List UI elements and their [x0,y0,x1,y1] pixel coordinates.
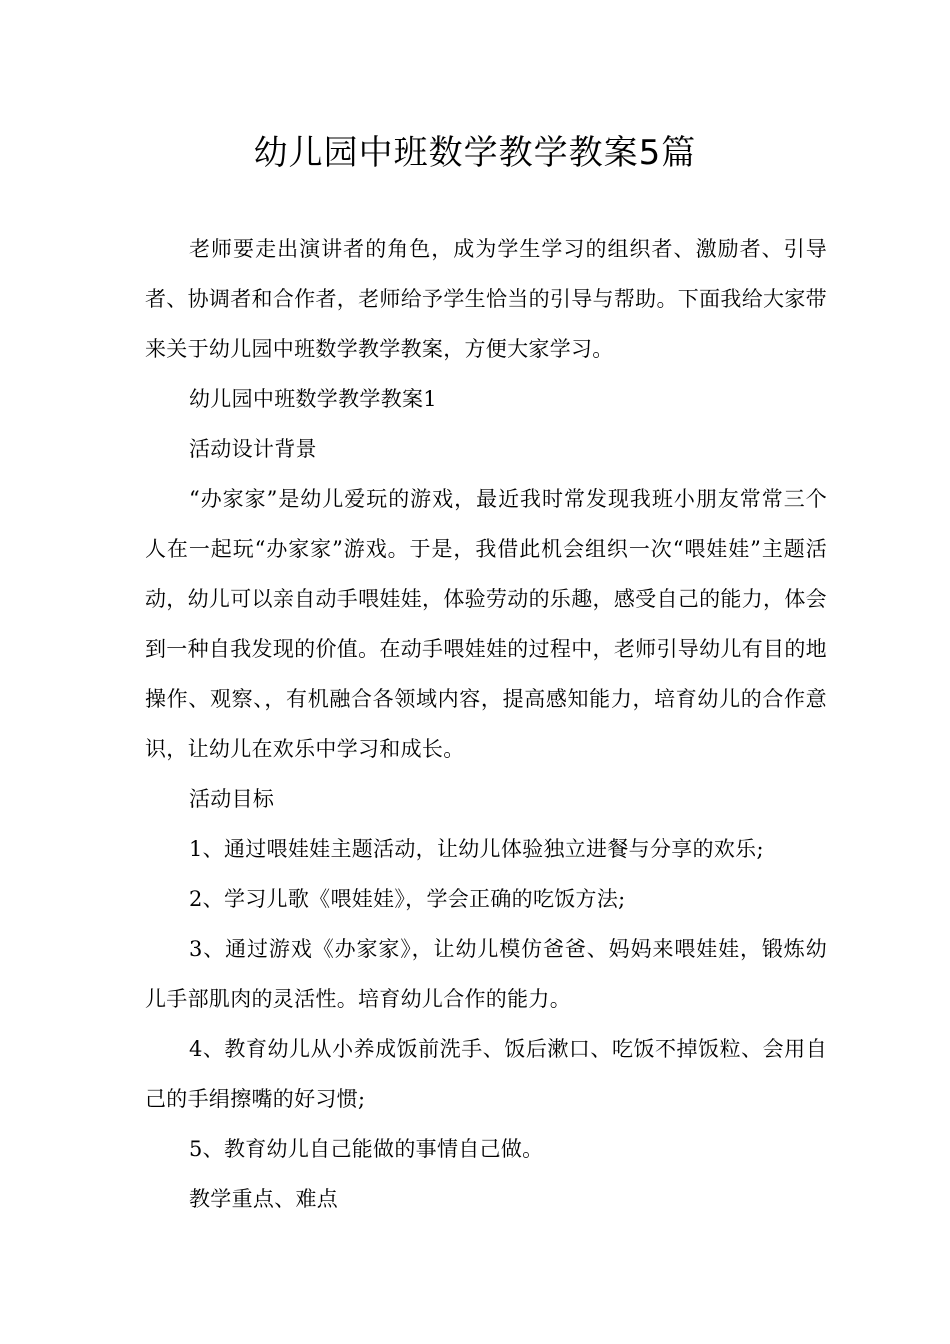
section-heading-lesson-1: 幼儿园中班数学教学教案1 [189,387,437,411]
goal-item-5: 5、教育幼儿自己能做的事情自己做。 [189,1137,544,1161]
document-body [145,224,827,1224]
section-heading-key-points: 教学重点、难点 [189,1187,339,1211]
intro-paragraph: 老师要走出演讲者的角色，成为学生学习的组织者、激励者、引导者、协调者和合作者，老师给予学生恰当的引导与帮助。下面我给大家带来关于幼儿园中班数学教学教案，方便大家学习。 [145,237,827,361]
goal-item-3: 3、通过游戏《办家家》，让幼儿模仿爸爸、妈妈来喂娃娃，锻炼幼儿手部肌肉的灵活性。培育幼儿合作的能力。 [145,937,827,1011]
section-heading-goals: 活动目标 [189,787,275,811]
goal-item-1: 1、通过喂娃娃主题活动，让幼儿体验独立进餐与分享的欢乐; [189,837,764,861]
goal-item-2: 2、学习儿歌《喂娃娃》，学会正确的吃饭方法; [189,887,626,911]
background-paragraph: “办家家”是幼儿爱玩的游戏，最近我时常发现我班小朋友常常三个人在一起玩“办家家”游戏。于是，我借此机会组织一次“喂娃娃”主题活动，幼儿可以亲自动手喂娃娃，体验劳动的乐趣，感受自己的能力，体会到一种自我发现的价值。在动手喂娃娃的过程中，老师引导幼儿有目的地操作、观察、，有机融合各领域内容，提高感知能力，培育幼儿的合作意识，让幼儿在欢乐中学习和成长。 [145,487,827,761]
section-heading-background: 活动设计背景 [189,437,317,461]
goal-item-4: 4、教育幼儿从小养成饭前洗手、饭后漱口、吃饭不掉饭粒、会用自己的手绢擦嘴的好习惯; [145,1037,827,1111]
document-title: 幼儿园中班数学教学教案5篇 [253,133,697,173]
